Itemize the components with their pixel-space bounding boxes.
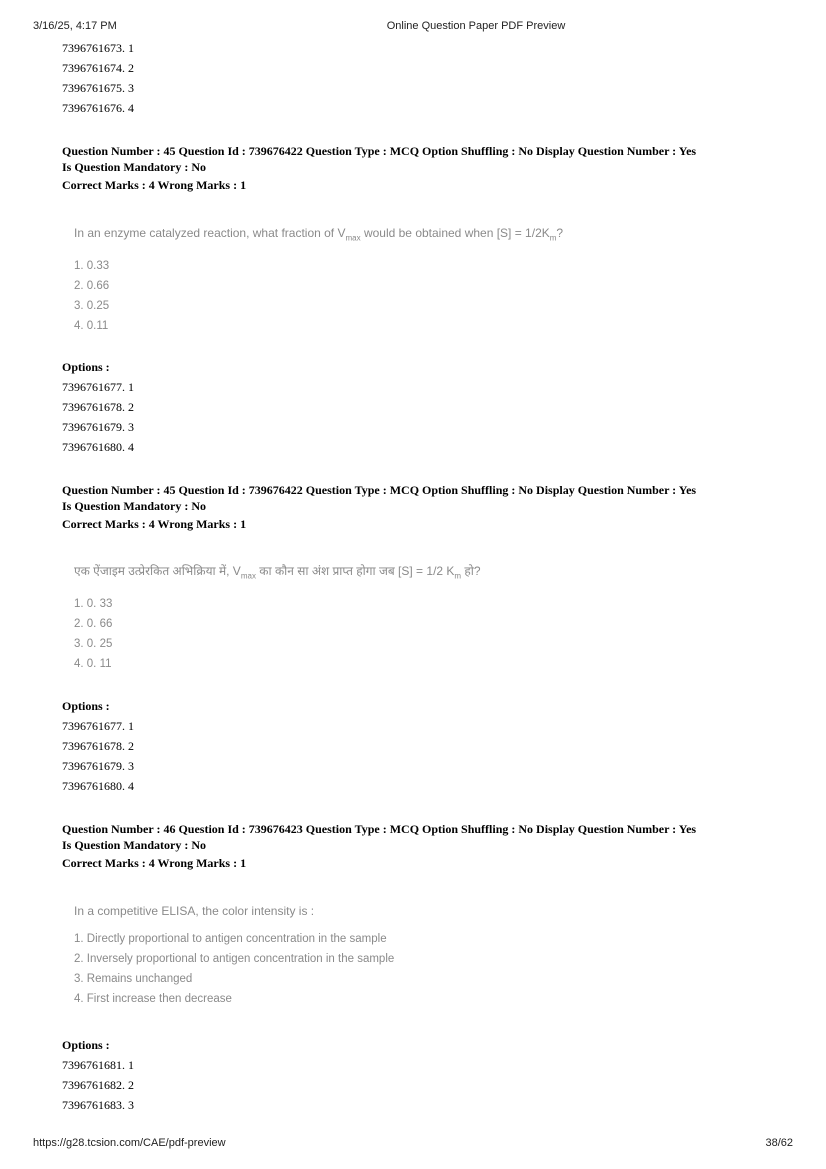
option-id-line: 7396761675. 3 [62,81,134,95]
option-id-line: 7396761678. 2 [62,739,134,753]
answer-choice: 3. 0. 25 [74,638,113,651]
answer-choice: 1. Directly proportional to antigen concentration in the sample [74,933,387,945]
option-id-line: 7396761674. 2 [62,61,134,75]
print-datetime: 3/16/25, 4:17 PM [33,20,117,32]
options-heading: Options : [62,699,110,713]
question-meta-line2: Is Question Mandatory : No [62,499,207,513]
question-image [74,563,481,674]
answer-choice: 1. 0.33 [74,260,110,273]
answer-choices [74,256,563,336]
answer-choice: 3. Remains unchanged [74,973,193,985]
question-meta-line2: Is Question Mandatory : No [62,160,207,174]
page-title: Online Question Paper PDF Preview [386,20,566,32]
question-marks: Correct Marks : 4 Wrong Marks : 1 [62,178,247,192]
question-meta [62,143,774,193]
option-id-line: 7396761679. 3 [62,759,134,773]
option-id-line: 7396761673. 1 [62,41,134,55]
question-meta-line1: Question Number : 45 Question Id : 739676422 Question Type : MCQ Option Shuffling : No Display Question Number : Yes [62,483,697,497]
answer-choice: 2. 0.66 [74,280,110,293]
answer-choice: 2. 0. 66 [74,618,113,631]
question-marks: Correct Marks : 4 Wrong Marks : 1 [62,856,247,870]
option-id-line: 7396761676. 4 [62,101,134,115]
answer-choice: 4. 0.11 [74,320,109,333]
question-meta-line1: Question Number : 45 Question Id : 739676422 Question Type : MCQ Option Shuffling : No Display Question Number : Yes [62,144,697,158]
question-marks: Correct Marks : 4 Wrong Marks : 1 [62,517,247,531]
question-meta-line2: Is Question Mandatory : No [62,838,207,852]
answer-choice: 4. 0. 11 [74,658,112,671]
answer-choices [74,594,481,674]
option-id-line: 7396761680. 4 [62,440,134,454]
page-number: 38/62 [765,1137,793,1149]
answer-choice: 4. First increase then decrease [74,993,232,1005]
question-text: In a competitive ELISA, the color intensity is : [74,904,315,918]
question-meta-line1: Question Number : 46 Question Id : 739676423 Question Type : MCQ Option Shuffling : No Display Question Number : Yes [62,822,697,836]
question-text: In an enzyme catalyzed reaction, what fraction of $V_{max}$ would be obtained when $[S] = 1/2K_m$? [74,226,564,243]
answer-choice: 2. Inversely proportional to antigen concentration in the sample [74,953,395,965]
answer-choices [74,929,394,1009]
question-image [74,903,394,1009]
question-text: एक ऐंजाइम उत्प्रेरकित अभिक्रिया में, $V_{max}$ का कौन सा अंश प्राप्त होगा जब [S] = 1/2 $K_m$ हो? [74,564,481,581]
option-id-line: 7396761680. 4 [62,779,134,793]
option-id-line: 7396761681. 1 [62,1058,134,1072]
options-heading: Options : [62,360,110,374]
answer-choice: 1. 0. 33 [74,598,113,611]
option-id-line: 7396761677. 1 [62,719,134,733]
answer-choice: 3. 0.25 [74,300,110,313]
options-heading: Options : [62,1038,110,1052]
question-image [74,225,563,336]
option-id-line: 7396761683. 3 [62,1098,134,1112]
option-id-line: 7396761682. 2 [62,1078,134,1092]
question-meta [62,482,774,532]
option-id-line: 7396761677. 1 [62,380,134,394]
question-meta [62,821,774,871]
option-id-line: 7396761678. 2 [62,400,134,414]
option-id-line: 7396761679. 3 [62,420,134,434]
page-url: https://g28.tcsion.com/CAE/pdf-preview [33,1137,226,1149]
